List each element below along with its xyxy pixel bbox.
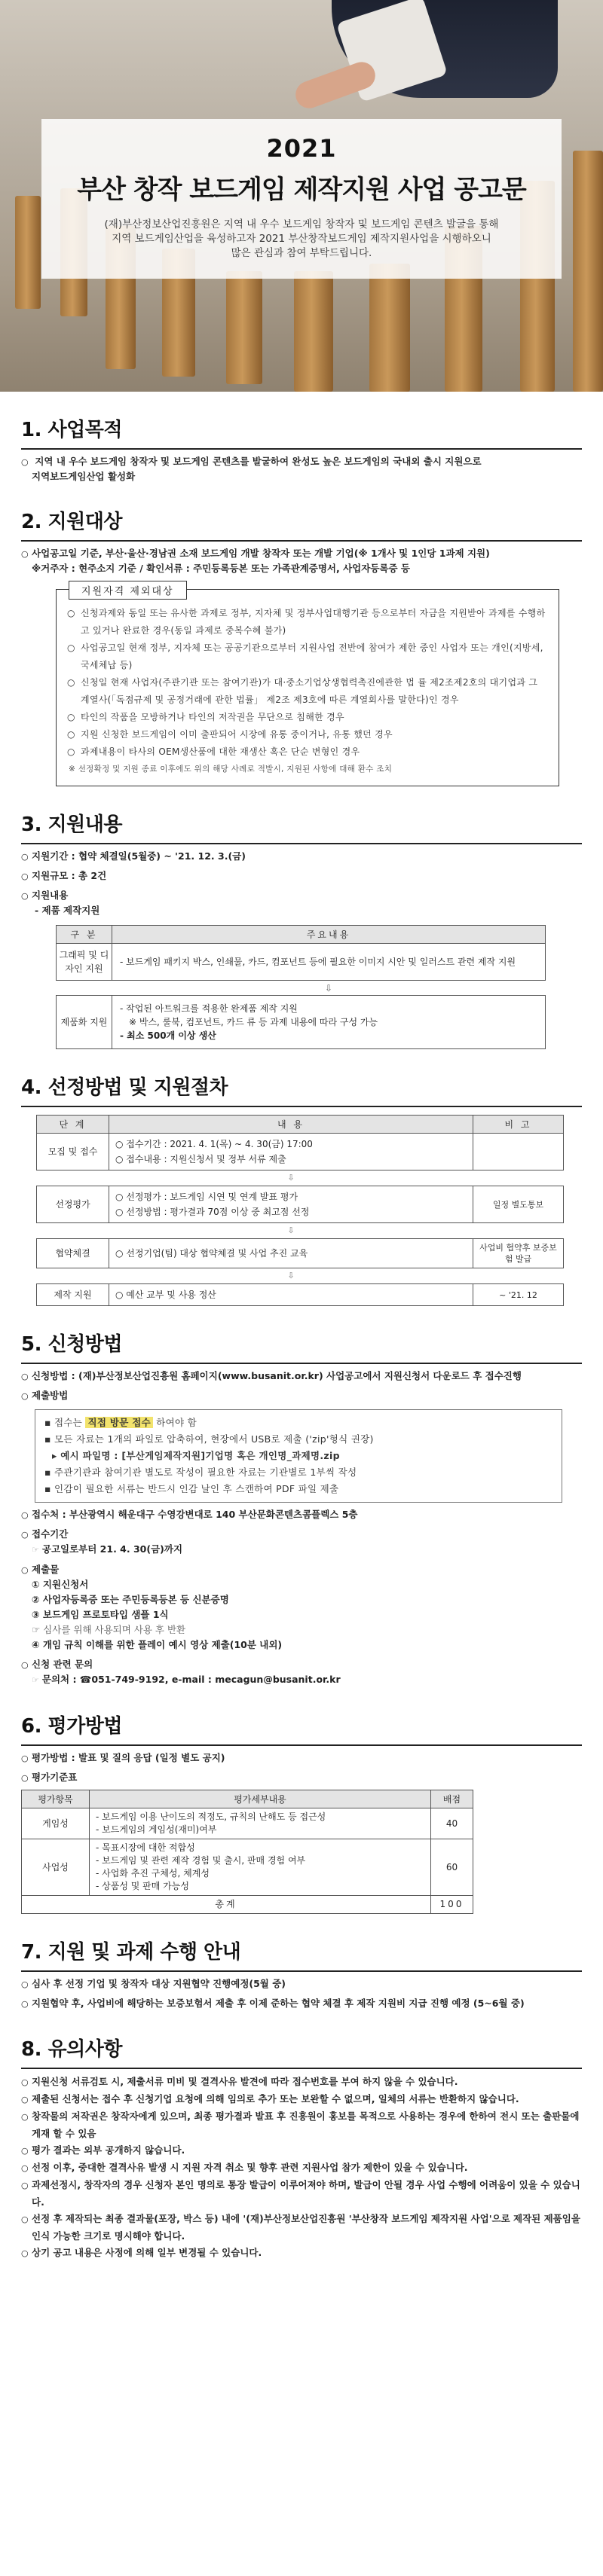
highlight-text: 직접 방문 접수 xyxy=(85,1417,153,1428)
domino-graphic xyxy=(294,271,333,392)
eval-line: - 사업화 추진 구체성, 체계성 xyxy=(96,1868,210,1879)
table-header: 평가세부내용 xyxy=(90,1790,431,1808)
exclusion-item: ○ 신청과제와 동일 또는 유사한 과제로 정부, 지자체 및 정부사업대행기관 등으로부터 자금을 지원받아 과제를 수행하고 있거나 완료한 경우(동일 과제로 중복수혜 불가) xyxy=(67,605,548,639)
doc-item: ☞ 심사를 위해 사용되며 사용 후 반환 xyxy=(32,1624,186,1635)
table-header: 내 용 xyxy=(109,1116,473,1134)
pointer-icon: ☞ xyxy=(32,1545,39,1555)
caution-item: ○ 상기 공고 내용은 사정에 의해 일부 변경될 수 있습니다. xyxy=(21,2245,582,2262)
table-header: 단 계 xyxy=(37,1116,109,1134)
domino-graphic xyxy=(226,271,262,384)
inquiry-contact xyxy=(21,1672,582,1688)
caution-item: ○ 창작물의 저작권은 창작자에게 있으며, 최종 평가결과 발표 후 진흥원이 홍보를 목적으로 사용하는 경우에 한하여 전시 또는 출판물에 게재 할 수 있음 xyxy=(21,2108,582,2142)
process-step: 모집 및 접수 xyxy=(37,1134,109,1170)
eval-line: - 보드게임 이용 난이도의 적정도, 규칙의 난해도 등 접근성 xyxy=(96,1811,326,1822)
support-period: ○ 지원기간 : 협약 체결일(5월중) ~ '21. 12. 3.(금) xyxy=(21,849,582,864)
evaluation-table xyxy=(21,1790,473,1914)
table-header: 비 고 xyxy=(473,1116,564,1134)
docs-list xyxy=(21,1577,582,1653)
eval-score: 60 xyxy=(431,1839,473,1896)
inquiry-text: 문의처 : ☎051-749-9192, e-mail : mecagun@busanit.or.kr xyxy=(41,1674,341,1685)
caution-item: ○ 평가 결과는 외부 공개하지 않습니다. xyxy=(21,2142,582,2159)
submit-method: ○ 제출방법 xyxy=(21,1388,582,1403)
purpose-text xyxy=(21,454,582,484)
eval-line: - 상품성 및 판매 가능성 xyxy=(96,1881,189,1891)
process-content xyxy=(109,1239,473,1268)
process-content xyxy=(109,1134,473,1170)
support-content: ○ 지원내용 xyxy=(21,888,582,903)
flow-arrow: ⇩ xyxy=(109,1268,473,1284)
support-scale: ○ 지원규모 : 총 2건 xyxy=(21,868,582,884)
total-score: 100 xyxy=(431,1896,473,1914)
total-label: 총계 xyxy=(22,1896,431,1914)
method-text: ▪ 접수는 xyxy=(44,1417,86,1428)
method-line: ▪ 주관기관과 참여기관 별도로 작성이 필요한 자료는 기관별로 1부씩 작성 xyxy=(44,1467,357,1478)
inquiry-label: ○ 신청 관련 문의 xyxy=(21,1657,582,1672)
exclusion-tag: 지원자격 제외대상 xyxy=(69,581,187,600)
desc-line: - 작업된 아트워크를 적용한 완제품 제작 지원 xyxy=(120,1003,298,1014)
residency-note: ※거주자 : 현주소지 기준 / 확인서류 : 주민등록등본 또는 가족관계증명서, 사업자등록증 등 xyxy=(32,563,410,574)
process-step: 협약체결 xyxy=(37,1239,109,1268)
exclusion-item: ○ 타인의 작품을 모방하거나 타인의 저작권을 무단으로 침해한 경우 xyxy=(67,709,548,726)
purpose-line: 지역 내 우수 보드게임 창작자 및 보드게임 콘텐츠를 발굴하여 완성도 높은 보드게임의 국내외 출시 지원으로 xyxy=(35,456,482,467)
arrow-cell xyxy=(473,1268,564,1284)
intro-line: 많은 관심과 참여 부탁드립니다. xyxy=(231,247,372,259)
table-header: 주요내용 xyxy=(112,926,546,944)
doc-item: ② 사업자등록증 또는 주민등록등본 등 신분증명 xyxy=(32,1594,229,1605)
method-line xyxy=(44,1415,552,1431)
process-note: ~ '21. 12 xyxy=(473,1284,564,1306)
apply-method: ○ 신청방법 : (재)부산정보산업진흥원 홈페이지(www.busanit.or.kr) 사업공고에서 지원신청서 다운로드 후 접수진행 xyxy=(21,1369,582,1384)
arrow-cell xyxy=(37,1268,109,1284)
eval-line: - 보드게임의 게임성(재미)여부 xyxy=(96,1824,217,1835)
exclusion-item: ○ 신청일 현재 사업자(주관기관 또는 참여기관)가 대·중소기업상생협력촉진에관한 법 률 제2조제2호의 대기업과 그 계열사(「독점규제 및 공정거래에 관한 법률」 제2조 제3호에 따른 계열회사를 말한다)인 경우 xyxy=(67,674,548,709)
doc-item: ③ 보드게임 프로토타입 샘플 1식 xyxy=(32,1609,169,1620)
apply-period xyxy=(21,1542,582,1558)
process-content xyxy=(109,1186,473,1223)
hero-finger-graphic xyxy=(292,58,379,111)
eval-method: ○ 평가방법 : 발표 및 질의 응답 (일정 별도 공지) xyxy=(21,1750,582,1766)
method-line: ▸ 예시 파일명 : [부산게임제작지원]기업명 혹은 개인명_과제명.zip xyxy=(52,1450,340,1461)
process-line: ○ 선정방법 : 평가결과 70점 이상 중 최고점 선정 xyxy=(115,1204,467,1219)
method-text: 하여야 함 xyxy=(153,1417,197,1428)
eval-item: 사업성 xyxy=(22,1839,90,1896)
table-cell-desc: - 보드게임 패키지 박스, 인쇄물, 카드, 컴포넌트 등에 필요한 이미지 시안 및 일러스트 관련 제작 지원 xyxy=(112,944,546,981)
table-header: 구 분 xyxy=(57,926,112,944)
domino-graphic xyxy=(573,151,603,392)
flow-arrow: ⇩ xyxy=(109,1223,473,1239)
section-title-evaluation: 6. 평가방법 xyxy=(21,1711,582,1746)
eval-item: 게임성 xyxy=(22,1808,90,1839)
caution-item: ○ 선정 이후, 중대한 결격사유 발생 시 지원 자격 취소 및 향후 관련 지원사업 참가 제한이 있을 수 있습니다. xyxy=(21,2159,582,2177)
apply-period-label: ○ 접수기간 xyxy=(21,1527,582,1542)
purpose-line: 지역보드게임산업 활성화 xyxy=(32,471,136,482)
process-line: ○ 접수기간 : 2021. 4. 1(목) ~ 4. 30(금) 17:00 xyxy=(115,1137,467,1152)
arrow-cell xyxy=(473,1223,564,1239)
exclusion-box xyxy=(56,586,559,786)
method-line: ▪ 모든 자료는 1개의 파일로 압축하여, 현장에서 USB로 제출 ('zip'형식 권장) xyxy=(44,1433,374,1445)
pointer-icon: ☞ xyxy=(32,1675,39,1685)
process-table xyxy=(36,1115,564,1306)
domino-graphic xyxy=(369,264,410,392)
method-line: ▪ 인감이 필요한 서류는 반드시 인감 날인 후 스캔하여 PDF 파일 제출 xyxy=(44,1483,339,1494)
exclusion-item: ○ 사업공고일 현재 정부, 지자체 또는 공공기관으로부터 지원사업 전반에 참여가 제한 중인 사업자 또는 개인(지방세, 국세체납 등) xyxy=(67,639,548,674)
process-note: 사업비 협약후 보증보험 발급 xyxy=(473,1239,564,1268)
process-step: 제작 지원 xyxy=(37,1284,109,1306)
flow-arrow: ⇩ xyxy=(324,982,333,993)
exclusion-item: ○ 지원 신청한 보드게임이 이미 출판되어 시장에 유통 중이거나, 유통 했던 경우 xyxy=(67,726,548,743)
support-table xyxy=(56,925,546,1049)
apply-location: ○ 접수처 : 부산광역시 해운대구 수영강변대로 140 부산문화콘텐츠콤플렉스 5층 xyxy=(21,1507,582,1522)
section-title-process: 4. 선정방법 및 지원절차 xyxy=(21,1072,582,1107)
support-detail: - 제품 제작지원 xyxy=(35,905,100,916)
section-title-purpose: 1. 사업목적 xyxy=(21,414,582,450)
desc-line: ※ 박스, 룰북, 컴포넌트, 카드 류 등 과제 내용에 따라 구성 가능 xyxy=(129,1017,378,1027)
arrow-cell xyxy=(37,1170,109,1186)
apply-period-text: 공고일로부터 21. 4. 30(금)까지 xyxy=(41,1543,183,1555)
section-title-support: 3. 지원내용 xyxy=(21,809,582,844)
eval-score: 40 xyxy=(431,1808,473,1839)
doc-item: ① 지원신청서 xyxy=(32,1579,89,1590)
flow-arrow: ⇩ xyxy=(109,1170,473,1186)
section-title-eligibility: 2. 지원대상 xyxy=(21,506,582,542)
process-content xyxy=(109,1284,473,1306)
process-line: ○ 접수내용 : 지원신청서 및 정부 서류 제출 xyxy=(115,1152,467,1167)
exclusion-note: ※ 선정확정 및 지원 종료 이후에도 위의 해당 사례로 적발시, 지원된 사항에 대해 환수 조치 xyxy=(69,765,393,774)
intro-line: (재)부산정보산업진흥원은 지역 내 우수 보드게임 창작자 및 보드게임 콘텐츠 발굴을 통해 xyxy=(104,218,499,230)
caution-item: ○ 선정 후 제작되는 최종 결과물(포장, 박스 등) 내에 '(재)부산정보산업진흥원 '부산창작 보드게임 제작지원 사업'으로 제작된 제품임을 인식 가능한 크기로 명시해야 합니다. xyxy=(21,2211,582,2245)
eval-detail xyxy=(90,1808,431,1839)
caution-item: ○ 과제선정시, 창작자의 경우 신청자 본인 명의로 통장 발급이 이루어져야 하며, 발급이 안될 경우 사업 수행에 어려움이 있을 수 있습니다. xyxy=(21,2177,582,2211)
table-header: 평가항목 xyxy=(22,1790,90,1808)
process-step: 선정평가 xyxy=(37,1186,109,1223)
caution-list xyxy=(21,2074,582,2262)
caution-item: ○ 지원신청 서류검토 시, 제출서류 미비 및 결격사유 발견에 따라 접수번호를 부여 하지 않을 수 있습니다. xyxy=(21,2074,582,2091)
hero-banner xyxy=(0,0,603,392)
notice-year: 2021 xyxy=(266,134,337,163)
eval-criteria-label: ○ 평가기준표 xyxy=(21,1770,582,1785)
docs-label: ○ 제출물 xyxy=(21,1562,582,1577)
process-line: ○ 선정기업(팀) 대상 협약체결 및 사업 추진 교육 xyxy=(115,1246,467,1261)
table-cell-label: 제품화 지원 xyxy=(57,996,112,1049)
table-header: 배점 xyxy=(431,1790,473,1808)
section-title-caution: 8. 유의사항 xyxy=(21,2034,582,2069)
caution-item: ○ 제출된 신청서는 접수 후 신청기업 요청에 의해 임의로 추가 또는 보완할 수 없으며, 일체의 서류는 반환하지 않습니다. xyxy=(21,2091,582,2108)
eval-detail xyxy=(90,1839,431,1896)
exclusion-item: ○ 과제내용이 타사의 OEM생산품에 대한 재생산 혹은 단순 변형인 경우 xyxy=(67,743,548,761)
table-cell-desc xyxy=(112,996,546,1049)
process-note xyxy=(473,1134,564,1170)
intro-line: 지역 보드게임산업을 육성하고자 2021 부산창작보드게임 제작지원사업을 시행하오니 xyxy=(112,233,491,245)
arrow-cell xyxy=(57,981,112,996)
hero-title-box xyxy=(41,119,562,279)
eval-line: - 보드게임 및 관련 제작 경험 및 출시, 판매 경험 여부 xyxy=(96,1855,306,1866)
notice-title: 부산 창작 보드게임 제작지원 사업 공고문 xyxy=(77,175,526,205)
notice-intro xyxy=(41,218,562,261)
arrow-cell xyxy=(37,1223,109,1239)
desc-line: - 최소 500개 이상 생산 xyxy=(120,1030,216,1041)
section-title-guide: 7. 지원 및 과제 수행 안내 xyxy=(21,1937,582,1972)
submit-method-box xyxy=(35,1409,562,1503)
guide-line: ○ 심사 후 선정 기업 및 창작자 대상 지원협약 진행예정(5월 중) xyxy=(21,1976,582,1992)
process-note: 일정 별도통보 xyxy=(473,1186,564,1223)
process-line: ○ 예산 교부 및 사용 정산 xyxy=(115,1287,467,1302)
doc-item: ④ 개임 규칙 이해를 위한 플레이 예시 영상 제출(10분 내외) xyxy=(32,1639,283,1650)
section-title-apply: 5. 신청방법 xyxy=(21,1329,582,1364)
process-line: ○ 선정평가 : 보드게임 시연 및 연계 발표 평가 xyxy=(115,1189,467,1204)
arrow-cell xyxy=(473,1170,564,1186)
eligibility-text: ○ 사업공고일 기준, 부산·울산·경남권 소재 보드게임 개발 창작자 또는 개발 기업(※ 1개사 및 1인당 1과제 지원) xyxy=(21,546,582,561)
table-cell-label: 그래픽 및 디자인 지원 xyxy=(57,944,112,981)
eval-line: - 목표시장에 대한 적합성 xyxy=(96,1842,195,1853)
guide-line: ○ 지원협약 후, 사업비에 해당하는 보증보험서 제출 후 이제 준하는 협약 체결 후 제작 지원비 지급 진행 예정 (5~6월 중) xyxy=(21,1996,582,2011)
domino-graphic xyxy=(15,196,41,309)
